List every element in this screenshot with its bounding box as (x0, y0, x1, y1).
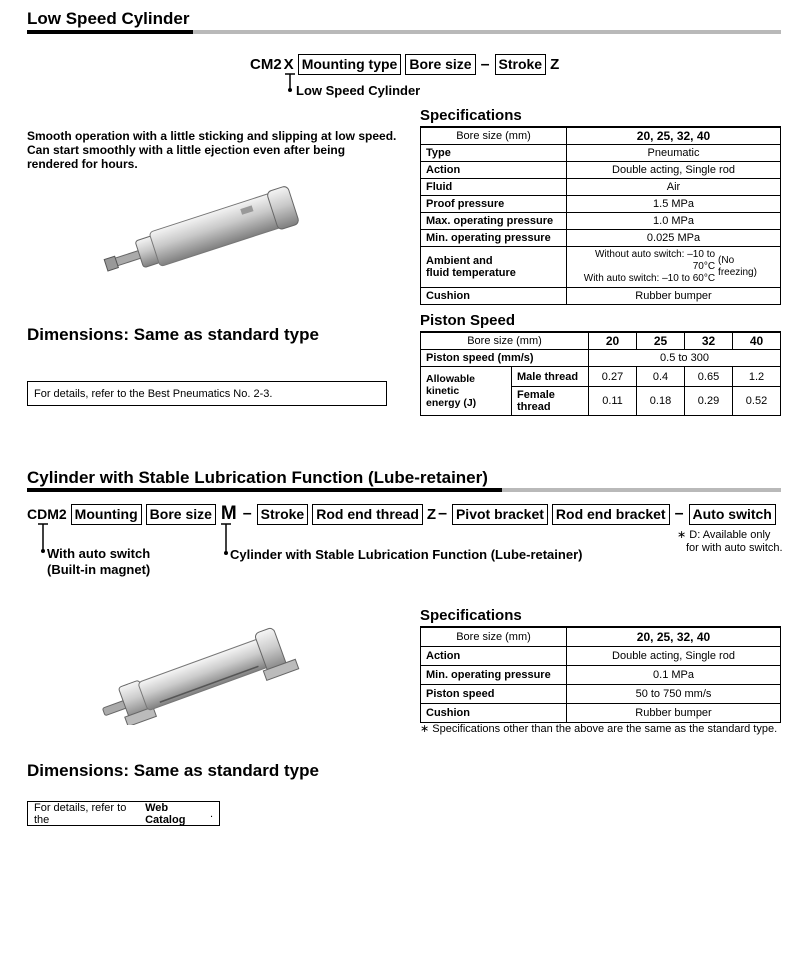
section1-description: Smooth operation with a little sticking and slipping at low speed. Can start smoothly with a little ejection even after being rendered for hours. (27, 129, 397, 171)
code-note: Low Speed Cylinder (296, 83, 421, 98)
code-bore-box: Bore size (146, 504, 216, 525)
code-prefix: CDM2 (27, 506, 67, 522)
spec-value: Double acting, Single rod (567, 162, 781, 179)
spec-value: Rubber bumper (567, 704, 781, 723)
table-row (421, 196, 781, 213)
piston-bore: 20 (589, 332, 637, 350)
spec-label-ambient (421, 247, 567, 288)
section2-title: Cylinder with Stable Lubrication Function (Lube-retainer) (27, 468, 488, 487)
code-dash: – (438, 505, 447, 522)
piston-speed-label: Piston speed (mm/s) (421, 350, 589, 367)
spec-header-label: Bore size (mm) (421, 127, 567, 145)
code-mounting-box: Mounting (71, 504, 142, 525)
spec-label: Min. operating pressure (421, 230, 567, 247)
energy-value: 0.4 (637, 367, 685, 387)
energy-value: 0.27 (589, 367, 637, 387)
code-x: X (283, 56, 294, 73)
piston-bore: 25 (637, 332, 685, 350)
table-row (421, 247, 781, 288)
spec-header-value: 20, 25, 32, 40 (567, 627, 781, 647)
ambient-line1: Without auto switch: –10 to 70°C (594, 249, 716, 272)
code-rod-thread-box: Rod end thread (312, 504, 423, 525)
title-underline (27, 488, 502, 492)
section1-title: Low Speed Cylinder (27, 9, 190, 28)
piston-speed-value: 0.5 to 300 (589, 350, 781, 367)
code-pivot-box: Pivot bracket (452, 504, 548, 525)
spec-value: Double acting, Single rod (567, 647, 781, 666)
table-row (421, 145, 781, 162)
code-dash: – (242, 505, 252, 522)
energy-label-line1: Allowable kinetic (426, 373, 476, 397)
code-switch-box: Auto switch (689, 504, 776, 525)
energy-value: 0.18 (637, 387, 685, 416)
spec-value: 1.0 MPa (567, 213, 781, 230)
spec-label: Action (421, 647, 567, 666)
spec-label: Cushion (421, 704, 567, 723)
code-stroke-box: Stroke (257, 504, 309, 525)
piston-speed-table (420, 331, 781, 416)
auto-switch-note-line2: (Built-in magnet) (47, 562, 151, 577)
code-dash: – (674, 505, 684, 522)
web-catalog-link[interactable]: Web Catalog (145, 801, 186, 826)
section1-dimensions: Dimensions: Same as standard type (27, 325, 319, 344)
code-prefix: CM2 (250, 56, 282, 73)
code-z: Z (426, 505, 437, 523)
title-rule (502, 488, 781, 492)
spec-value: 0.025 MPa (567, 230, 781, 247)
energy-label (421, 367, 512, 416)
spec-label: Type (421, 145, 567, 162)
male-thread-label: Male thread (512, 367, 589, 387)
spec-value-ambient (567, 247, 781, 288)
d-note-line1: ∗ D: Available only (677, 529, 771, 541)
table-row (421, 230, 781, 247)
energy-value: 0.65 (685, 367, 733, 387)
table-row (421, 288, 781, 305)
code-stroke-box: Stroke (495, 54, 547, 75)
table-row (421, 179, 781, 196)
code-bore-box: Bore size (405, 54, 475, 75)
spec-label: Action (421, 162, 567, 179)
code-mounting-box: Mounting type (298, 54, 402, 75)
table-row (421, 350, 781, 367)
spec-label: Max. operating pressure (421, 213, 567, 230)
ambient-label-line1: Ambient and (426, 255, 493, 267)
section1-spec-table (420, 126, 781, 305)
energy-label-line2: energy (J) (426, 397, 477, 409)
auto-switch-note-line1: With auto switch (47, 546, 151, 561)
title-rule (193, 30, 781, 34)
low-speed-cylinder-image (95, 185, 310, 275)
spec-value: 1.5 MPa (567, 196, 781, 213)
female-thread-label: Female thread (512, 387, 589, 416)
spec-value: 0.1 MPa (567, 666, 781, 685)
spec-value: 50 to 750 mm/s (567, 685, 781, 704)
piston-bore-label: Bore size (mm) (421, 332, 589, 350)
details-prefix: For details, refer to the (34, 801, 127, 826)
spec-header-label: Bore size (mm) (421, 627, 567, 647)
table-row (421, 647, 781, 666)
title-underline (27, 30, 193, 34)
table-row (421, 367, 781, 387)
ambient-line2: With auto switch: –10 to 60°C (583, 273, 716, 284)
energy-value: 0.29 (685, 387, 733, 416)
energy-value: 1.2 (733, 367, 781, 387)
d-note-line2: for with auto switch. (686, 542, 783, 554)
table-row (421, 666, 781, 685)
ambient-note: (No freezing) (718, 255, 757, 278)
spec-label: Proof pressure (421, 196, 567, 213)
section2-dimensions: Dimensions: Same as standard type (27, 761, 319, 780)
spec-label: Piston speed (421, 685, 567, 704)
table-row (421, 213, 781, 230)
piston-speed-title: Piston Speed (420, 312, 516, 329)
spec-label: Min. operating pressure (421, 666, 567, 685)
code-dash: – (480, 55, 490, 73)
section2-details-box (27, 801, 220, 826)
table-row (421, 685, 781, 704)
code-pointer-line (283, 73, 297, 95)
d-note (677, 529, 783, 555)
table-row (421, 162, 781, 179)
spec-label: Fluid (421, 179, 567, 196)
piston-bore: 40 (733, 332, 781, 350)
ambient-label-line2: fluid temperature (426, 267, 516, 279)
spec-value: Rubber bumper (567, 288, 781, 305)
lube-retainer-cylinder-image (92, 620, 307, 725)
table-row (421, 332, 781, 350)
energy-value: 0.11 (589, 387, 637, 416)
table-row (421, 127, 781, 145)
spec-label: Cushion (421, 288, 567, 305)
section1-spec-title: Specifications (420, 107, 522, 124)
section2-spec-title: Specifications (420, 607, 522, 624)
code-m: M (220, 503, 237, 524)
auto-switch-note (47, 546, 150, 578)
section2-order-code (25, 503, 778, 525)
table-row (421, 627, 781, 647)
section2-spec-table (420, 626, 781, 723)
lube-note: Cylinder with Stable Lubrication Function (Lube-retainer) (230, 547, 583, 562)
spec-footnote: ∗ Specifications other than the above are the same as the standard type. (420, 723, 778, 735)
section1-details-box: For details, refer to the Best Pneumatics No. 2-3. (27, 381, 387, 406)
spec-value: Pneumatic (567, 145, 781, 162)
table-row (421, 704, 781, 723)
spec-header-value: 20, 25, 32, 40 (567, 127, 781, 145)
code-rod-bracket-box: Rod end bracket (552, 504, 670, 525)
code-z: Z (550, 56, 560, 73)
spec-value: Air (567, 179, 781, 196)
energy-value: 0.52 (733, 387, 781, 416)
details-suffix: . (209, 807, 213, 820)
section1-order-code (248, 54, 561, 75)
piston-bore: 32 (685, 332, 733, 350)
